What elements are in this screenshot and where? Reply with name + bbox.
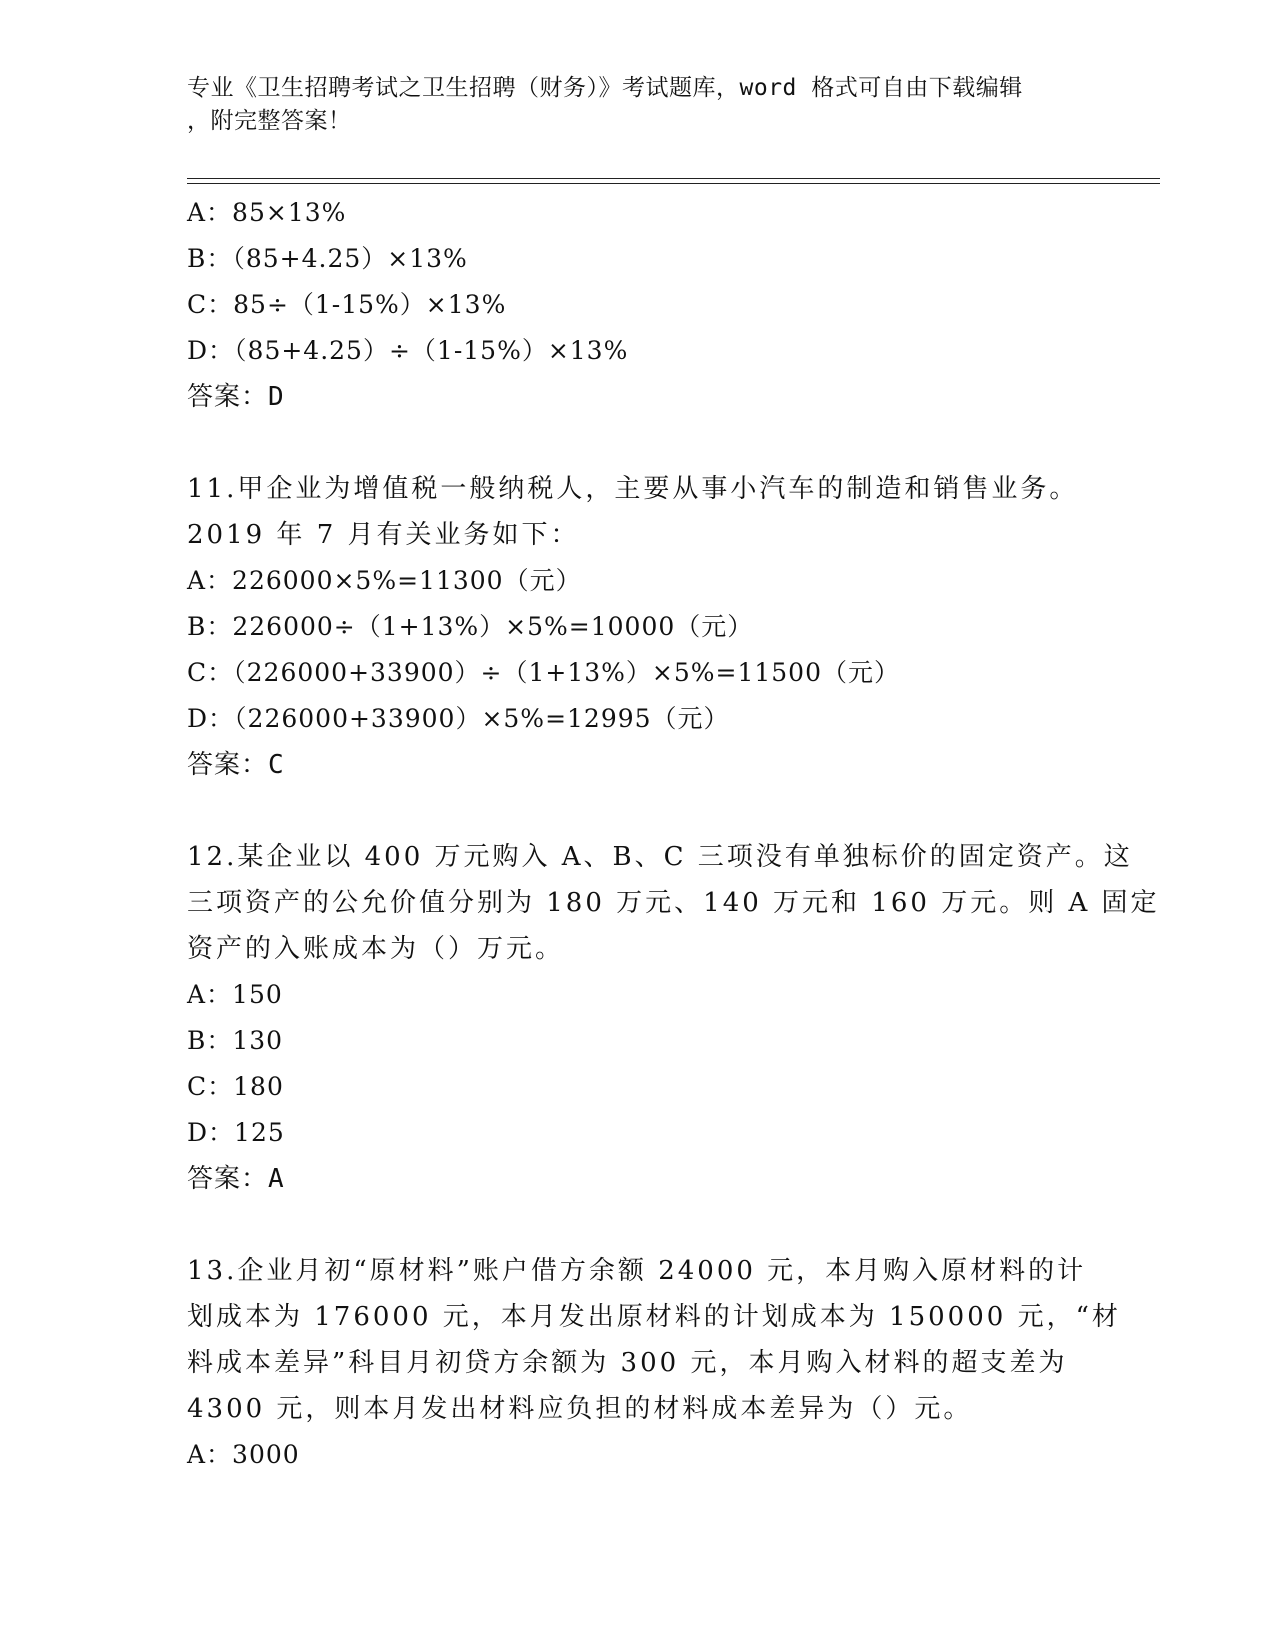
option-a: A：150	[187, 980, 283, 1009]
question-stem-line: 划成本为 176000 元，本月发出原材料的计划成本为 150000 元，“材	[187, 1302, 1121, 1332]
question-stem-line: 料成本差异”科目月初贷方余额为 300 元，本月购入材料的超支差为	[187, 1348, 1068, 1378]
option-d: D：（226000+33900）×5%=12995（元）	[187, 704, 730, 733]
option-b: B：226000÷（1+13%）×5%=10000（元）	[187, 612, 754, 641]
option-a: A：226000×5%=11300（元）	[187, 566, 582, 595]
question-stem-line: 4300 元，则本月发出材料应负担的材料成本差异为（）元。	[187, 1394, 973, 1424]
question-12	[187, 834, 1160, 1202]
question-13	[187, 1248, 1121, 1478]
question-list	[187, 190, 1160, 1478]
answer-line: 答案：C	[187, 750, 285, 780]
question-stem-line: 2019 年 7 月有关业务如下：	[187, 520, 580, 550]
option-b: B：130	[187, 1026, 284, 1055]
header-line-1: 专业《卫生招聘考试之卫生招聘（财务）》考试题库，word 格式可自由下载编辑	[187, 75, 1023, 101]
document-header	[187, 72, 1067, 138]
spacer	[187, 788, 1087, 834]
header-rule-bottom	[187, 183, 1160, 184]
question-stem-line: 13.企业月初“原材料”账户借方余额 24000 元，本月购入原材料的计	[187, 1256, 1087, 1286]
option-a: A：3000	[187, 1440, 300, 1469]
answer-line: 答案：A	[187, 1164, 285, 1194]
option-c: C：85÷（1-15%）×13%	[187, 290, 507, 319]
option-c: C：180	[187, 1072, 284, 1101]
header-line-2: ，附完整答案！	[187, 108, 352, 134]
option-a: A：85×13%	[187, 198, 347, 227]
question-11	[187, 466, 1087, 788]
question-10	[187, 190, 1087, 420]
question-stem-line: 三项资产的公允价值分别为 180 万元、140 万元和 160 万元。则 A 固定	[187, 888, 1160, 918]
question-stem-line: 12.某企业以 400 万元购入 A、B、C 三项没有单独标价的固定资产。这	[187, 842, 1133, 872]
spacer	[187, 1202, 1087, 1248]
question-stem-line: 11.甲企业为增值税一般纳税人，主要从事小汽车的制造和销售业务。	[187, 474, 1079, 504]
option-d: D：（85+4.25）÷（1-15%）×13%	[187, 336, 629, 365]
answer-line: 答案：D	[187, 382, 285, 412]
option-c: C：（226000+33900）÷（1+13%）×5%=11500（元）	[187, 658, 900, 687]
header-rule-top	[187, 178, 1160, 179]
option-b: B：（85+4.25）×13%	[187, 244, 468, 273]
option-d: D：125	[187, 1118, 285, 1147]
spacer	[187, 420, 1087, 466]
question-stem-line: 资产的入账成本为（）万元。	[187, 934, 565, 964]
